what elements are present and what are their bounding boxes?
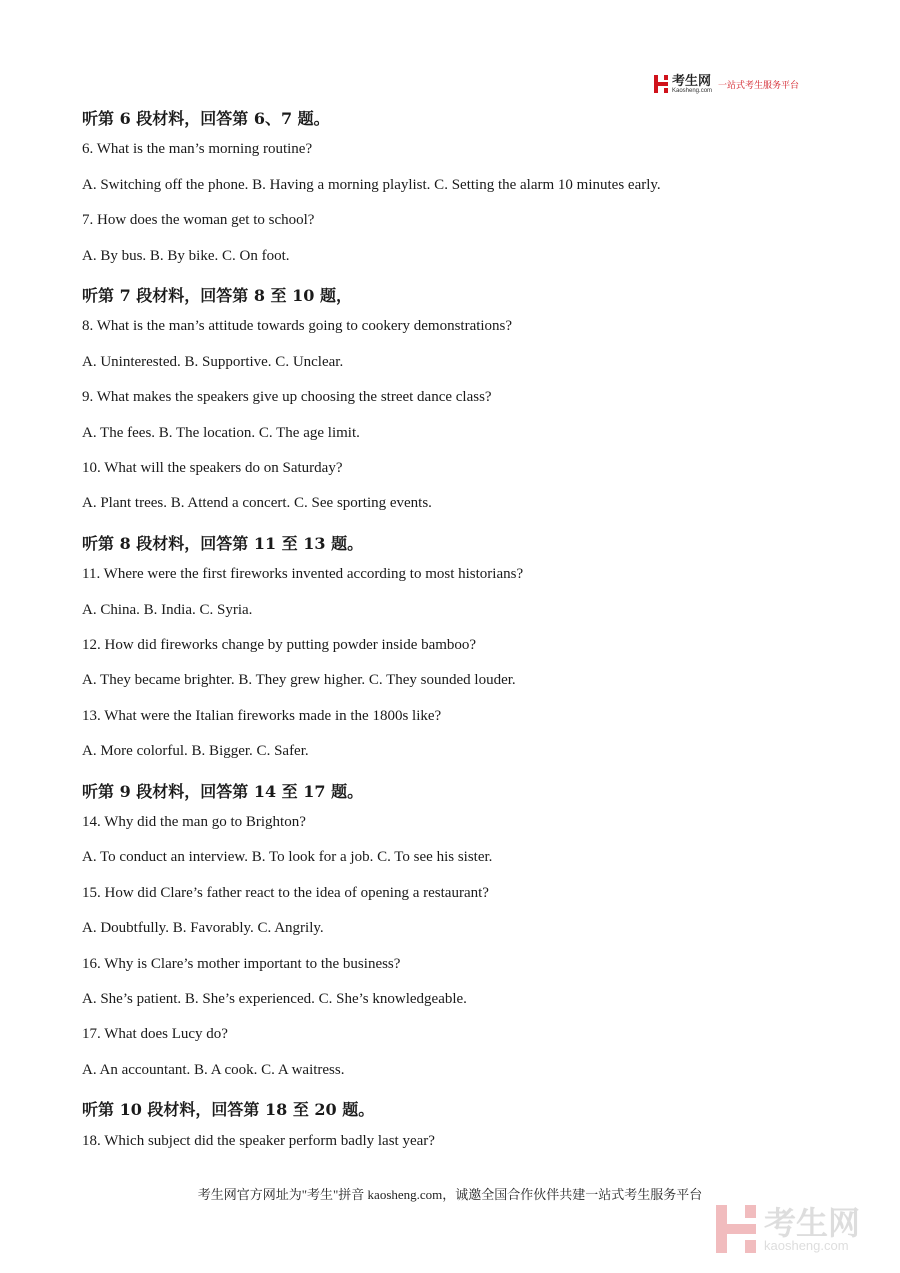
watermark-url: kaosheng.com — [764, 1237, 849, 1253]
question-line: 14. Why did the man go to Brighton? — [82, 814, 306, 830]
question-line: 6. What is the man’s morning routine? — [82, 141, 313, 158]
question-line: 9. What makes the speakers give up choosing the street dance class? — [82, 389, 492, 406]
question-line: A. More colorful. B. Bigger. C. Safer. — [82, 743, 309, 760]
question-line: A. Switching off the phone. B. Having a morning playlist. C. Setting the alarm 10 minutes early. — [82, 176, 661, 193]
question-line: A. She’s patient. B. She’s experienced. C. She’s knowledgeable. — [82, 991, 467, 1007]
section-heading: 听第 8 段材料，回答第 11 至 13 题。 — [82, 533, 364, 553]
header-logo — [654, 73, 799, 95]
question-line: 17. What does Lucy do? — [82, 1026, 228, 1043]
question-line: A. Uninterested. B. Supportive. C. Unclear. — [82, 353, 344, 370]
logo-url: Kaosheng.com — [672, 87, 713, 94]
section-heading: 听第 10 段材料，回答第 18 至 20 题。 — [82, 1100, 375, 1120]
section-heading: 听第 7 段材料，回答第 8 至 10 题， — [82, 286, 352, 305]
question-line: 16. Why is Clare’s mother important to the business? — [82, 955, 401, 972]
question-line: 7. How does the woman get to school? — [82, 212, 315, 229]
watermark-logo-icon — [716, 1205, 756, 1253]
logo-name: 考生网 — [672, 73, 712, 89]
question-line: A. China. B. India. C. Syria. — [82, 601, 253, 618]
logo-slogan: 一站式考生服务平台 — [718, 80, 800, 91]
question-line: 12. How did fireworks change by putting powder inside bamboo? — [82, 637, 477, 653]
question-line: 10. What will the speakers do on Saturday? — [82, 460, 343, 476]
section-heading: 听第 9 段材料，回答第 14 至 17 题。 — [82, 781, 364, 801]
section-heading: 听第 6 段材料，回答第 6、7 题。 — [82, 109, 330, 128]
question-line: 13. What were the Italian fireworks made in the 1800s like? — [82, 707, 442, 724]
question-line: A. Plant trees. B. Attend a concert. C. See sporting events. — [82, 495, 432, 512]
watermark — [716, 1205, 860, 1253]
question-line: A. An accountant. B. A cook. C. A waitress. — [82, 1061, 345, 1078]
question-line: A. By bus. B. By bike. C. On foot. — [82, 247, 290, 264]
watermark-name: 考生网 — [764, 1203, 861, 1242]
question-line: 8. What is the man’s attitude towards going to cookery demonstrations? — [82, 318, 513, 335]
question-line: A. The fees. B. The location. C. The age limit. — [82, 424, 360, 441]
page-footer: 考生网官方网址为"考生"拼音 kaosheng.com，诚邀全国合作伙伴共建一站式考生服务平台 — [197, 1187, 703, 1202]
question-line: A. To conduct an interview. B. To look for a job. C. To see his sister. — [82, 849, 493, 866]
kaosheng-logo-icon — [654, 75, 668, 93]
question-line: 15. How did Clare’s father react to the idea of opening a restaurant? — [82, 884, 489, 901]
question-line: A. Doubtfully. B. Favorably. C. Angrily. — [82, 920, 324, 937]
question-line: 18. Which subject did the speaker perform badly last year? — [82, 1132, 435, 1149]
question-line: 11. Where were the first fireworks invented according to most historians? — [82, 566, 524, 583]
question-line: A. They became brighter. B. They grew higher. C. They sounded louder. — [82, 672, 516, 689]
